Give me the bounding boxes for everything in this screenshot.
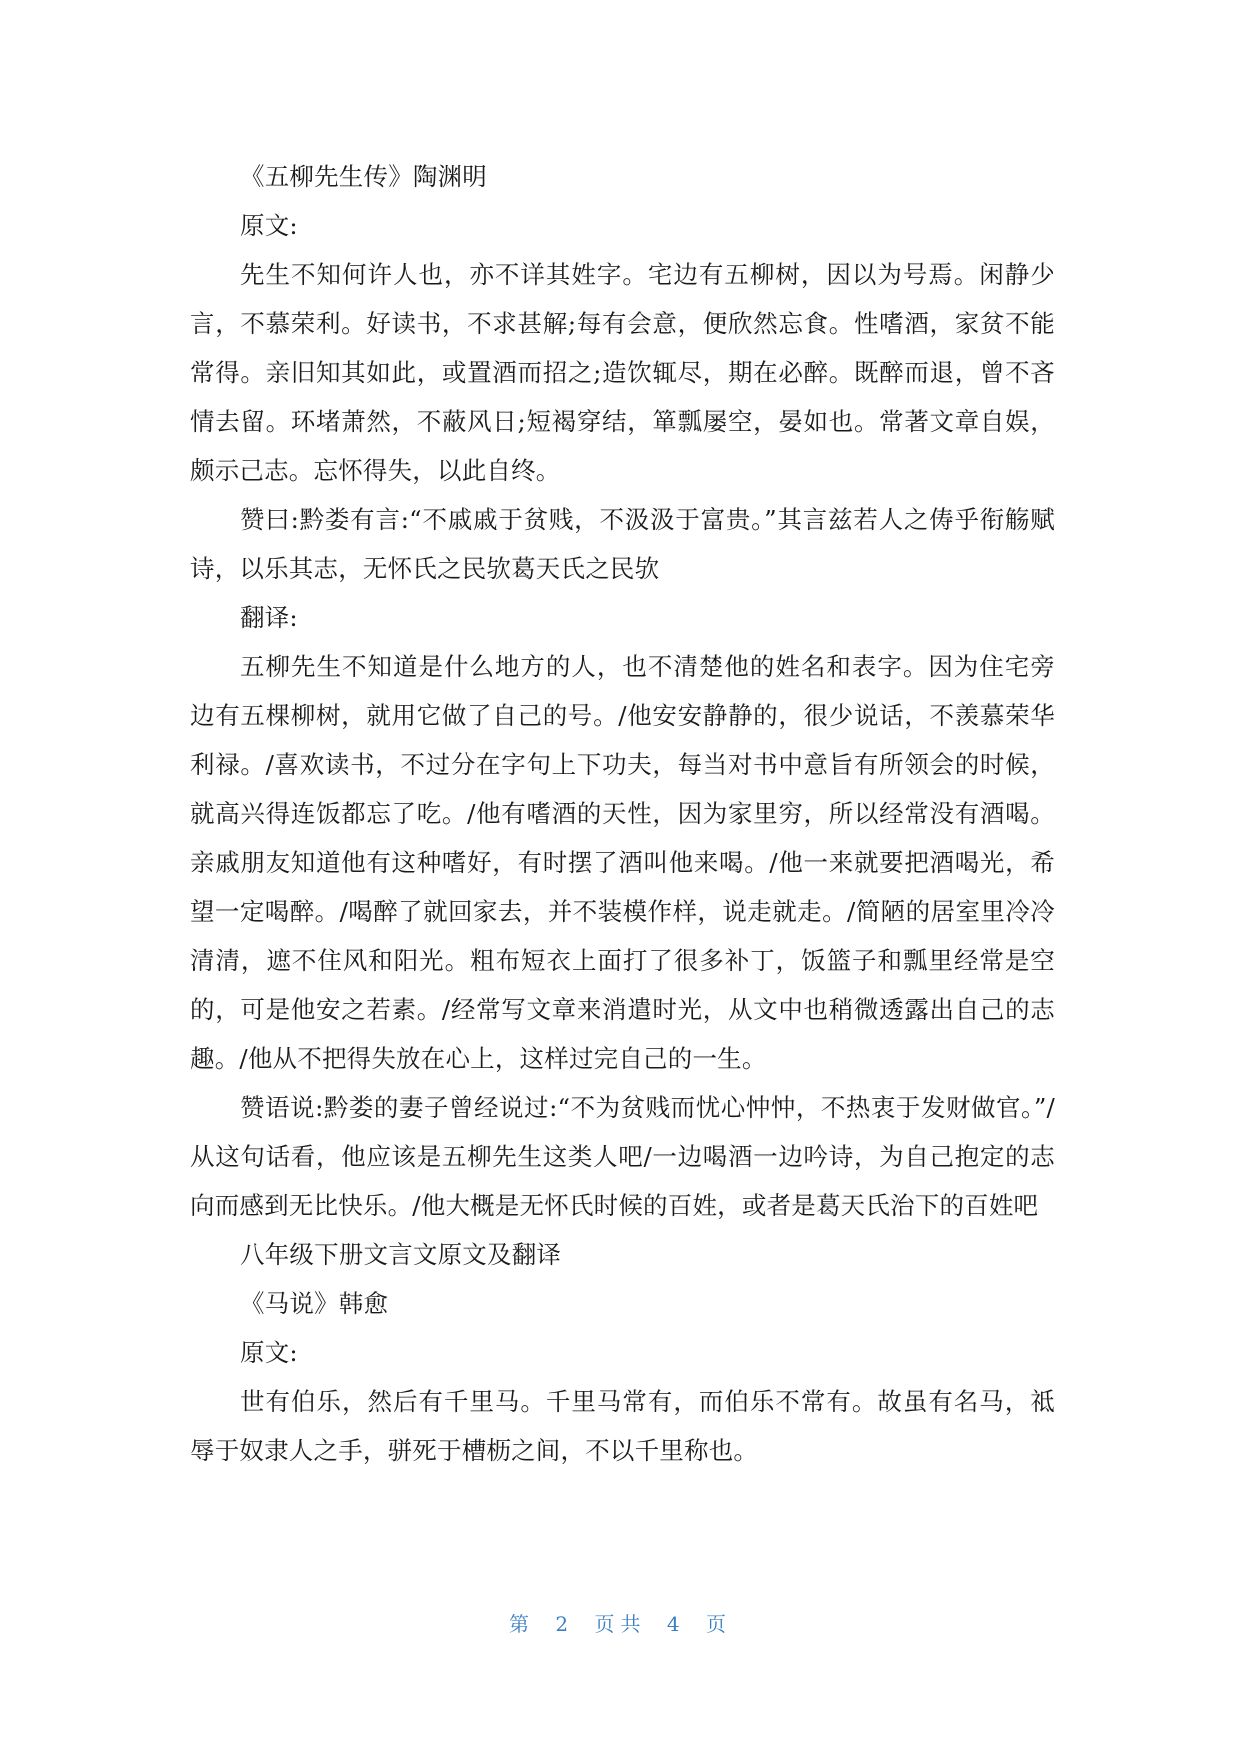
footer-total-pages: 4 [666,1612,686,1636]
footer-current-page: 2 [555,1612,575,1636]
section-label-original: 原文: [240,211,298,240]
document-body [190,152,1055,1475]
original-zan-paragraph: 赞曰:黔娄有言:“不戚戚于贫贱，不汲汲于富贵。”其言兹若人之俦乎衔觞赋诗，以乐其志，无怀氏之民欤葛天氏之民欤 [190,505,1055,583]
translation-paragraph: 五柳先生不知道是什么地方的人，也不清楚他的姓名和表字。因为住宅旁边有五棵柳树，就用它做了自己的号。/他安安静静的，很少说话，不羡慕荣华利禄。/喜欢读书，不过分在字句上下功夫，每当对书中意旨有所领会的时候，就高兴得连饭都忘了吃。/他有嗜酒的天性，因为家里穷，所以经常没有酒喝。亲戚朋友知道他有这种嗜好，有时摆了酒叫他来喝。/他一来就要把酒喝光，希望一定喝醉。/喝醉了就回家去，并不装模作样，说走就走。/简陋的居室里冷冷清清，遮不住风和阳光。粗布短衣上面打了很多补丁，饭篮子和瓢里经常是空的，可是他安之若素。/经常写文章来消遣时光，从文中也稍微透露出自己的志趣。/他从不把得失放在心上，这样过完自己的一生。 [190,652,1055,1073]
original-text-paragraph-2: 世有伯乐，然后有千里马。千里马常有，而伯乐不常有。故虽有名马，祗辱于奴隶人之手，骈死于槽枥之间，不以千里称也。 [190,1387,1055,1465]
section-heading: 八年级下册文言文原文及翻译 [240,1240,562,1269]
original-text-paragraph: 先生不知何许人也，亦不详其姓字。宅边有五柳树，因以为号焉。闲静少言，不慕荣利。好读书，不求甚解;每有会意，便欣然忘食。性嗜酒，家贫不能常得。亲旧知其如此，或置酒而招之;造饮辄尽，期在必醉。既醉而退，曾不吝情去留。环堵萧然，不蔽风日;短褐穿结，箪瓢屡空，晏如也。常著文章自娱，颇示己志。忘怀得失，以此自终。 [190,260,1055,485]
page-footer [0,1608,1241,1637]
translation-zan-paragraph: 赞语说:黔娄的妻子曾经说过:“不为贫贱而忧心忡忡，不热衷于发财做官。”/从这句话看，他应该是五柳先生这类人吧/一边喝酒一边吟诗，为自己抱定的志向而感到无比快乐。/他大概是无怀氏时候的百姓，或者是葛天氏治下的百姓吧 [190,1093,1055,1220]
footer-middle: 页共 [594,1612,647,1636]
section-label-translation: 翻译: [240,603,298,632]
essay-title: 《五柳先生传》陶渊明 [240,162,487,191]
footer-prefix: 第 [509,1612,536,1636]
footer-suffix: 页 [705,1612,732,1636]
essay-title-2: 《马说》韩愈 [240,1289,389,1318]
section-label-original-2: 原文: [240,1338,298,1367]
